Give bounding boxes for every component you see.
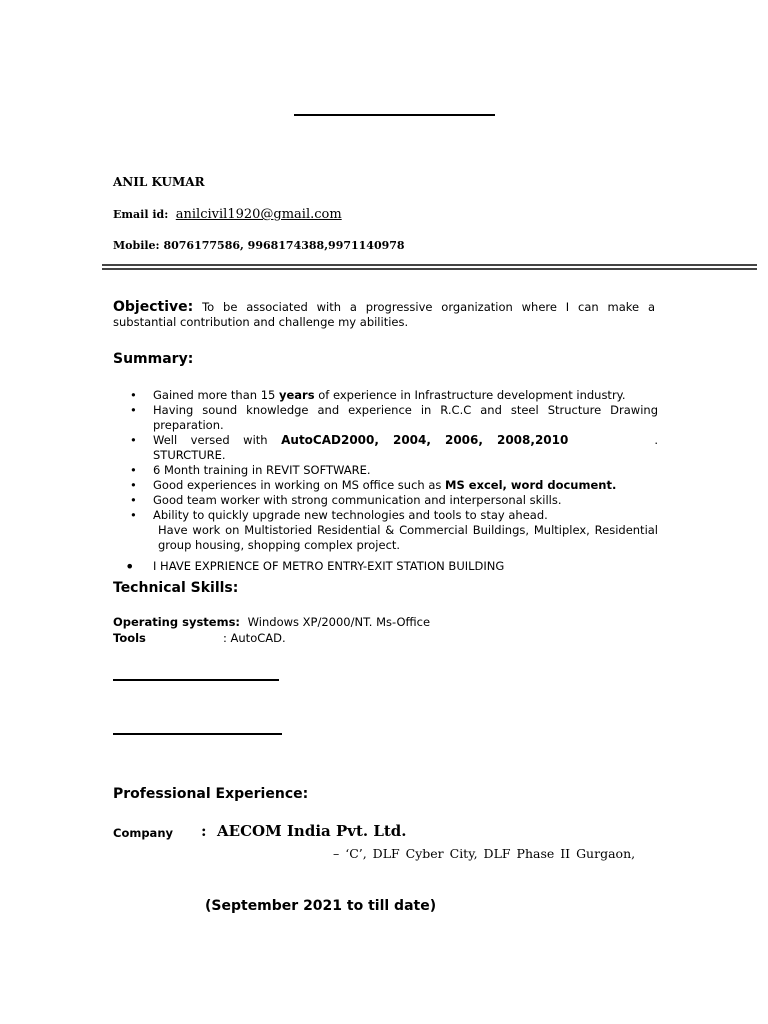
bullet-icon: • xyxy=(125,557,135,576)
mobile-numbers: 8076177586, 9968174388,9971140978 xyxy=(163,239,405,252)
divider-rule xyxy=(113,679,279,681)
experience-heading: Professional Experience: xyxy=(113,786,309,802)
summary-item: • Ability to quickly upgrade new technologies and tools to stay ahead. xyxy=(130,508,548,522)
email-label: Email id: xyxy=(113,208,169,221)
metro-item xyxy=(113,557,505,576)
os-label: Operating systems: xyxy=(113,615,241,629)
email-link[interactable]: anilcivil1920@gmail.com xyxy=(175,207,342,222)
summary-item: • Gained more than 15 years of experience in Infrastructure development industry. xyxy=(130,388,626,402)
candidate-name: ANIL KUMAR xyxy=(113,175,205,189)
email-row xyxy=(113,207,342,222)
summary-list xyxy=(113,388,658,553)
bullet-icon: • xyxy=(130,508,137,522)
tools-value: : AutoCAD. xyxy=(223,631,286,645)
summary-item: • Having sound knowledge and experience in R.C.C and steel Structure Drawing preparation. xyxy=(130,403,658,432)
company-address: – ‘C’, DLF Cyber City, DLF Phase II Gurgaon, xyxy=(333,846,636,861)
os-value: Windows XP/2000/NT. Ms-Office xyxy=(247,615,431,629)
employment-period: (September 2021 to till date) xyxy=(205,898,437,914)
objective-text: To be associated with a progressive organization where I can make a substantial contribution and challenge my abilities. xyxy=(113,300,655,329)
os-row xyxy=(113,615,430,629)
technical-heading: Technical Skills: xyxy=(113,580,239,596)
company-name: AECOM India Pvt. Ltd. xyxy=(217,822,407,840)
summary-heading: Summary: xyxy=(113,351,194,367)
tools-label: Tools xyxy=(113,631,146,645)
bullet-icon: • xyxy=(130,478,137,492)
mobile-label: Mobile: xyxy=(113,239,160,252)
top-rule xyxy=(294,114,495,116)
summary-item: • Well versed with AutoCAD2000, 2004, 2006, 2008,2010 . STURCTURE. xyxy=(130,433,658,462)
summary-item: • 6 Month training in REVIT SOFTWARE. xyxy=(130,463,371,477)
company-colon: : xyxy=(201,822,207,840)
summary-item: • Good team worker with strong communication and interpersonal skills. xyxy=(130,493,562,507)
bullet-icon: • xyxy=(130,403,137,417)
bullet-icon: • xyxy=(130,388,137,402)
metro-text: I HAVE EXPRIENCE OF METRO ENTRY-EXIT STATION BUILDING xyxy=(153,559,505,573)
bullet-icon: • xyxy=(130,433,137,447)
objective-block xyxy=(113,300,655,330)
bullet-icon: • xyxy=(130,493,137,507)
bullet-icon: • xyxy=(130,463,137,477)
divider-rule xyxy=(113,733,282,735)
tools-row xyxy=(113,631,286,645)
summary-item: • Good experiences in working on MS office such as MS excel, word document. xyxy=(130,478,617,492)
objective-label: Objective: xyxy=(113,299,194,315)
mobile-row xyxy=(113,239,405,252)
header-divider xyxy=(102,264,757,270)
summary-extra: Have work on Multistoried Residential & Commercial Buildings, Multiplex, Residential group housing, shopping complex project. xyxy=(158,523,658,552)
company-label: Company xyxy=(113,826,173,840)
